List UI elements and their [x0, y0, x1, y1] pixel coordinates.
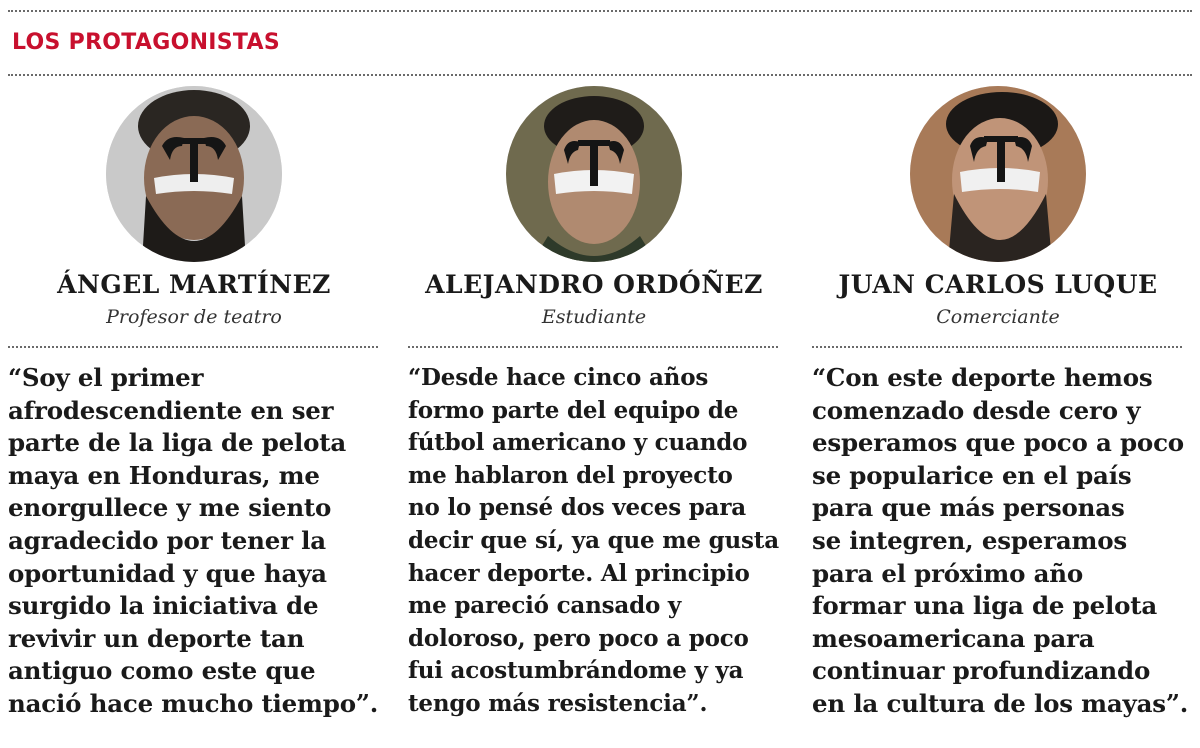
quote-line: formar una liga de pelota [812, 591, 1158, 621]
top-divider [8, 10, 1192, 12]
quote-line: “Desde hace cinco años [408, 364, 709, 391]
quote-line: maya en Honduras, me [8, 460, 320, 490]
quote-line: afrodescendiente en ser [8, 395, 334, 425]
quote-line: mesoamericana para [812, 623, 1095, 653]
quote-line: revivir un deporte tan [8, 623, 305, 653]
quote-line: nació hace mucho tiempo”. [8, 688, 379, 718]
quote-line: se popularice en el país [812, 460, 1132, 490]
portrait-photo [106, 86, 282, 262]
quote-line: surgido la iniciativa de [8, 591, 319, 621]
person-role: Comerciante [936, 306, 1060, 328]
quote-line: doloroso, pero poco a poco [408, 624, 749, 652]
quote-line: fui acostumbrándome y ya [408, 657, 744, 685]
portrait-photo [506, 86, 682, 262]
quote-line: se integren, esperamos [812, 525, 1127, 555]
person-quote [408, 362, 780, 721]
quote-line: “Con este deporte hemos [812, 363, 1153, 392]
quote-line: formo parte del equipo de [408, 396, 739, 424]
quote-line: me hablaron del proyecto [408, 461, 733, 489]
quote-line: hacer deporte. Al principio [408, 559, 750, 587]
quote-line: no lo pensé dos veces para [408, 494, 746, 522]
quote-line: para el próximo año [812, 558, 1084, 588]
column-divider [408, 346, 778, 348]
quote-line: fútbol americano y cuando [408, 429, 748, 457]
column-divider [812, 346, 1182, 348]
person-role: Estudiante [541, 306, 647, 328]
person-role: Profesor de teatro [106, 306, 282, 328]
quote-line: en la cultura de los mayas”. [812, 688, 1189, 718]
quote-line: “Soy el primer [8, 363, 204, 392]
section-title: LOS PROTAGONISTAS [12, 30, 281, 55]
quote-line: agradecido por tener la [8, 525, 326, 555]
protagonist-card [408, 82, 788, 742]
quote-line: continuar profundizando [812, 656, 1151, 686]
person-name: ALEJANDRO ORDÓÑEZ [425, 270, 763, 299]
person-name: JUAN CARLOS LUQUE [838, 270, 1158, 299]
portrait-photo [910, 86, 1086, 262]
protagonist-card [8, 82, 388, 742]
person-name: ÁNGEL MARTÍNEZ [57, 270, 331, 299]
quote-line: esperamos que poco a poco [812, 428, 1184, 458]
quote-line: parte de la liga de pelota [8, 428, 347, 458]
quote-line: me pareció cansado y [408, 592, 682, 620]
quote-line: decir que sí, ya que me gusta [408, 526, 779, 554]
person-quote [812, 362, 1189, 721]
header-divider [8, 74, 1192, 76]
column-divider [8, 346, 378, 348]
person-quote [8, 362, 380, 721]
quote-line: tengo más resistencia”. [408, 689, 708, 717]
quote-line: enorgullece y me siento [8, 493, 332, 523]
quote-line: antiguo como este que [8, 656, 316, 686]
protagonist-card [812, 82, 1192, 742]
quote-line: para que más personas [812, 493, 1125, 523]
quote-line: comenzado desde cero y [812, 395, 1141, 425]
quote-line: oportunidad y que haya [8, 558, 327, 588]
